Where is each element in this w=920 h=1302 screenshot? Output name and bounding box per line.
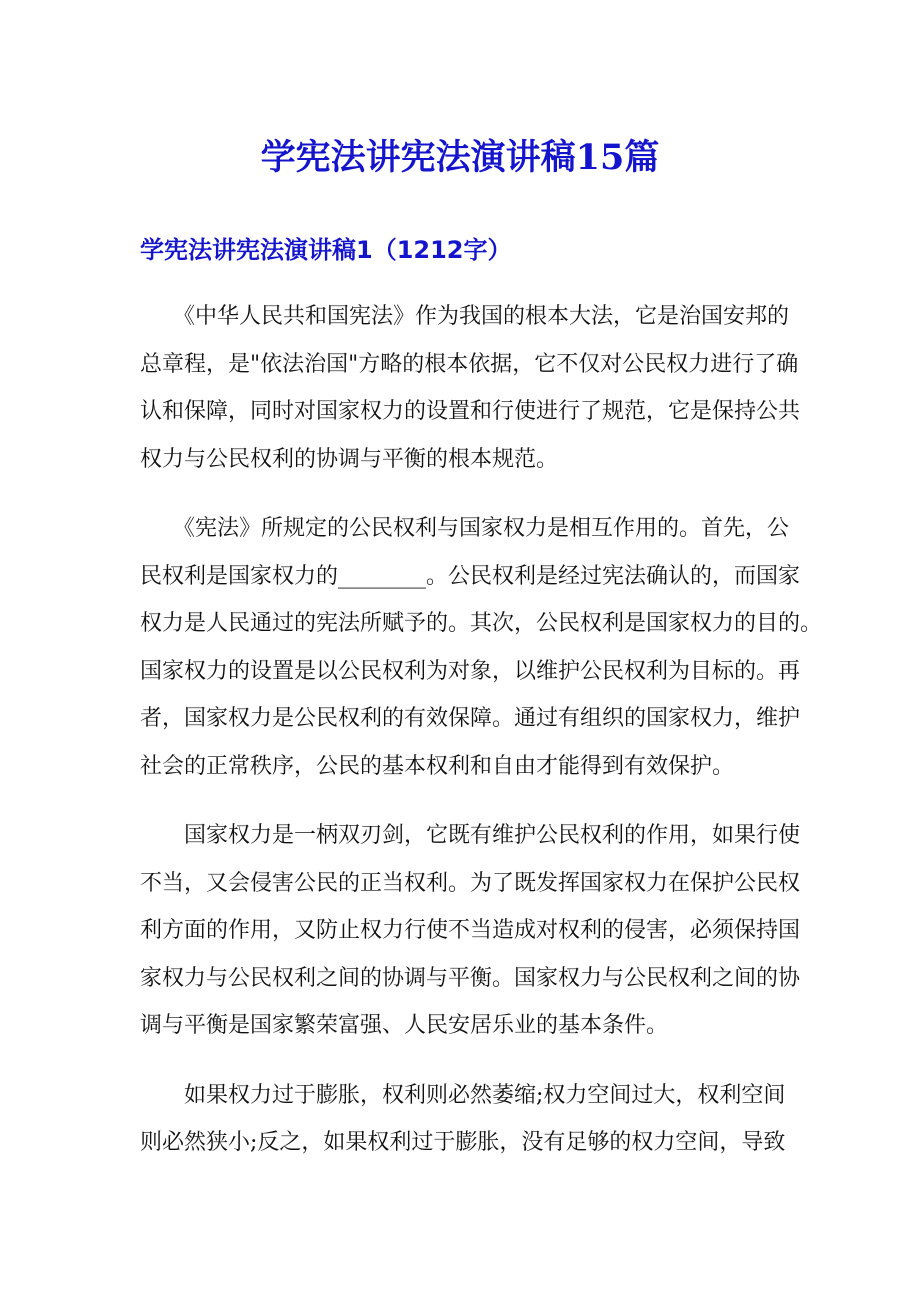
text-line: 《宪法》所规定的公民权利与国家权力是相互作用的。首先，公 (140, 516, 790, 541)
text-line: 家权力与公民权利之间的协调与平衡。国家权力与公民权利之间的协 (140, 965, 801, 991)
text-line: 《中华人民共和国宪法》作为我国的根本大法，它是治国安邦的 (140, 304, 790, 329)
text-line: 国家权力的设置是以公民权利为对象，以维护公民权利为目标的。再 (140, 658, 801, 684)
text-line: 权力与公民权利的协调与平衡的根本规范。 (140, 446, 559, 472)
text-line: 者，国家权力是公民权利的有效保障。通过有组织的国家权力，维护 (140, 706, 801, 731)
text-line: 调与平衡是国家繁荣富强、人民安居乐业的基本条件。 (140, 1013, 669, 1038)
paragraph (140, 812, 801, 1050)
paragraph (140, 1072, 786, 1167)
text-line: 权力是人民通过的宪法所赋予的。其次，公民权利是国家权力的目的。 (140, 611, 823, 636)
section-heading: 学宪法讲宪法演讲稿1（1212字） (140, 236, 512, 264)
text-line: 民权利是国家权力的________。公民权利是经过宪法确认的，而国家 (140, 563, 801, 589)
text-line: 认和保障，同时对国家权力的设置和行使进行了规范，它是保持公共 (140, 399, 801, 424)
text-line: 社会的正常秩序，公民的基本权利和自由才能得到有效保护。 (140, 753, 735, 779)
text-line: 利方面的作用，又防止权力行使不当造成对权利的侵害，必须保持国 (140, 918, 801, 943)
text-line: 则必然狭小;反之，如果权利过于膨胀，没有足够的权力空间，导致 (140, 1130, 786, 1155)
document-body (140, 293, 823, 1189)
document-title: 学宪法讲宪法演讲稿15篇 (260, 137, 660, 178)
paragraph (140, 293, 801, 483)
text-line: 总章程，是"依法治国"方略的根本依据，它不仅对公民权力进行了确 (140, 351, 799, 377)
text-line: 如果权力过于膨胀，权利则必然萎缩;权力空间过大，权利空间 (140, 1082, 786, 1108)
text-line: 不当，又会侵害公民的正当权利。为了既发挥国家权力在保护公民权 (140, 870, 801, 896)
paragraph (140, 505, 823, 790)
text-line: 国家权力是一柄双刃剑，它既有维护公民权利的作用，如果行使 (140, 823, 801, 848)
